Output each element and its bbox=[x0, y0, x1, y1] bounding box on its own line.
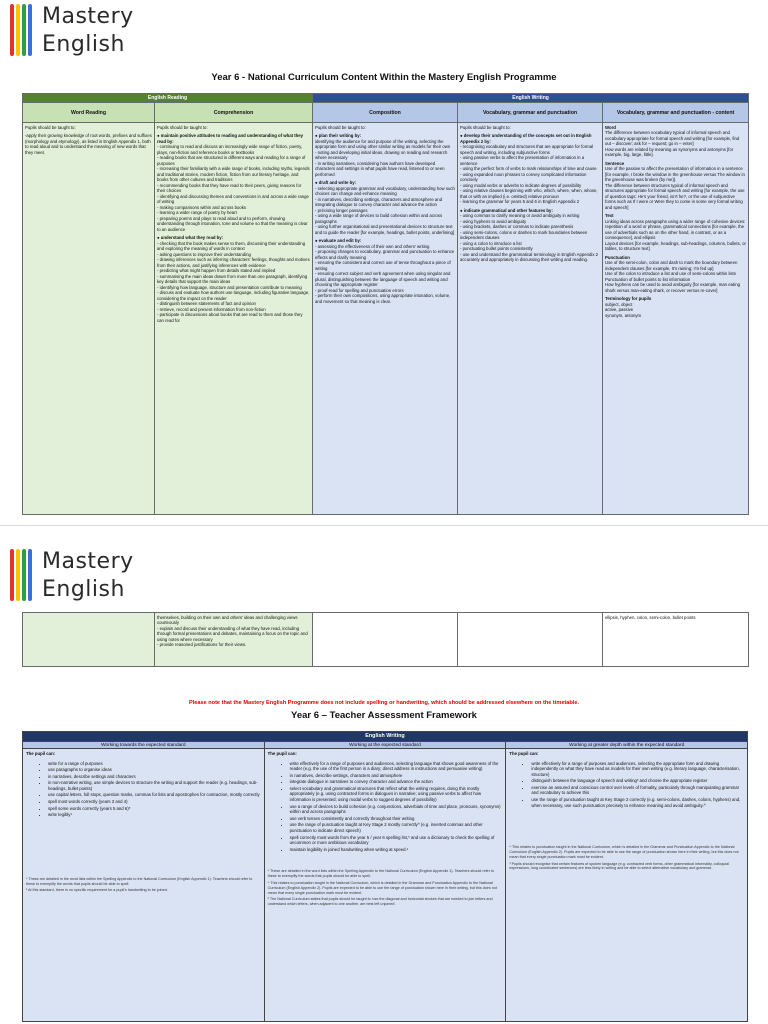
criteria-list bbox=[26, 761, 261, 818]
footnote: ^ This relates to punctuation taught in the National Curriculum, which is detailed in the Grammar and Punctuation Appendix to the National Curriculum (English Appendix 2). Pupils are expected to be able to use the range of punctuation shown here in their writing, but this does not mean that every single punctuation mark must be evident. bbox=[509, 845, 739, 859]
footnotes bbox=[268, 869, 503, 907]
col-working-towards: Working towards the expected standard bbox=[23, 741, 265, 748]
text-line: - identifying and discussing themes and conventions in and across a wide range of writing bbox=[157, 193, 309, 205]
text-line: - distinguish between statements of fact and opinion bbox=[157, 301, 256, 307]
pupil-can-label: The pupil can: bbox=[267, 751, 297, 756]
expected-column bbox=[265, 748, 507, 1021]
text-line: Text bbox=[605, 213, 614, 219]
text-line: - using expanded noun phrases to convey complicated information concisely bbox=[460, 171, 587, 183]
criteria-item: • spell some words correctly (years 5 and 6)* bbox=[48, 806, 261, 812]
text-line: Pupils should be taught to: bbox=[157, 124, 208, 130]
text-line: Pupils should be taught to: bbox=[25, 124, 76, 130]
text-line: Word bbox=[605, 124, 616, 130]
text-line: ● evaluate and edit by: bbox=[315, 238, 362, 244]
text-line: - ensuring the consistent and correct use of tense throughout a piece of writing bbox=[315, 260, 451, 271]
text-line: - punctuating bullet points consistently bbox=[460, 246, 533, 252]
text-line: - predicting what might happen from details stated and implied bbox=[157, 268, 276, 274]
text-line: - increasing their familiarity with a wide range of books, including myths, legends and traditional stories, modern fiction, fiction from our literary heritage, and books from other cultures and traditions bbox=[157, 166, 310, 183]
cell-vgp-content bbox=[603, 123, 749, 515]
text-line: The difference between structures typical of informal speech and structures appropriate for formal speech and writing [for example, the use of question tags: He's your friend, isn't he?, or the use of subjunctive forms such as If I were or Were they to come in some very formal writing and speech] bbox=[605, 182, 745, 210]
text-line: Layout devices [for example, headings, sub-headings, columns, bullets, or tables, to structure text] bbox=[605, 240, 746, 252]
framework-title: Year 6 – Teacher Assessment Framework bbox=[291, 710, 477, 721]
cell-vgp bbox=[458, 123, 603, 515]
logo-yellow-bar bbox=[16, 4, 20, 56]
criteria-item: • use capital letters, full stops, question marks, commas for lists and apostrophes for contraction, mostly correctly bbox=[48, 792, 261, 798]
text-line: Sentence bbox=[605, 160, 625, 166]
framework-header: English Writing bbox=[23, 732, 747, 741]
text-line: synonym, antonym bbox=[605, 312, 642, 318]
text-line: - in narratives, describing settings, characters and atmosphere and integrating dialogue to convey character and advance the action bbox=[315, 196, 443, 208]
text-line: ● plan their writing by: bbox=[315, 133, 362, 139]
text-line: - participate in discussions about books that are read to them and those they can read for bbox=[157, 312, 303, 323]
cell-composition-cont bbox=[313, 613, 458, 667]
text-line: ● maintain positive attitudes to reading and understanding of what they read by: bbox=[157, 133, 304, 144]
text-line: - using the perfect form of verbs to mark relationships of time and cause bbox=[460, 166, 597, 172]
text-line: - using hyphens to avoid ambiguity bbox=[460, 218, 527, 224]
logo-word-2: English bbox=[42, 32, 125, 57]
text-line: - checking that the book makes sense to them, discussing their understanding and exploring the meaning of words in context bbox=[157, 240, 306, 252]
criteria-item: • exercise an assured and conscious control over levels of formality, particularly through manipulating grammar and vocabulary to achieve this bbox=[531, 785, 744, 796]
col-vgp-content: Vocabulary, grammar and punctuation - content bbox=[603, 103, 749, 123]
spelling-handwriting-note: Please note that the Mastery English Programme does not include spelling or handwriting, which should be addressed elsewhere on the timetable. bbox=[188, 700, 580, 706]
text-line: - retrieve, record and present information from non-fiction bbox=[157, 306, 266, 312]
text-line: - using a colon to introduce a list bbox=[460, 240, 522, 246]
cell-vgp-cont bbox=[458, 613, 603, 667]
col-greater-depth: Working at greater depth within the expected standard bbox=[506, 741, 747, 748]
greater-depth-column bbox=[506, 748, 747, 1021]
assessment-framework bbox=[22, 731, 748, 1022]
text-line: ● develop their understanding of the concepts set out in English Appendix 2 by: bbox=[460, 133, 592, 144]
text-line: - ensuring correct subject and verb agreement when using singular and plural, distinguishing between the language of speech and writing and choosing the appropriate register bbox=[315, 271, 451, 288]
cell-word-reading bbox=[23, 123, 155, 515]
text-line: - drawing inferences such as inferring characters' feelings, thoughts and motives from their actions, and justifying inferences with evidence bbox=[157, 257, 310, 268]
text-line: - using a wide range of devices to build cohesion within and across paragraphs bbox=[315, 213, 443, 224]
col-comprehension: Comprehension bbox=[155, 103, 313, 123]
text-line: - proof-read for spelling and punctuation errors bbox=[315, 287, 404, 293]
text-line: ● draft and write by: bbox=[315, 180, 357, 186]
footnote: * These are detailed in the word lists within the Spelling Appendix to the National Curriculum (English Appendix 1). Teachers should refer to these to exemplify the words that pupils should be able to spell. bbox=[267, 869, 495, 879]
text-line: - making comparisons within and across books bbox=[157, 204, 247, 210]
criteria-item: • distinguish between the language of speech and writing³ and choose the appropriate register bbox=[531, 778, 744, 784]
text-line: - using further organisational and presentational devices to structure text and to guide the reader [for example, headings, bullet points, underlining] bbox=[315, 224, 455, 235]
footnote: ¹ At this standard, there is no specific requirement for a pupil's handwriting to be joined. bbox=[26, 888, 168, 893]
logo-yellow-bar bbox=[16, 549, 20, 601]
text-line: - learning the grammar for years 5 and 6 in English Appendix 2 bbox=[460, 199, 580, 205]
criteria-item: • maintain legibility in joined handwriting when writing at speed.² bbox=[290, 847, 503, 853]
col-vgp: Vocabulary, grammar and punctuation bbox=[458, 103, 603, 123]
criteria-list bbox=[509, 761, 744, 809]
text-line: Punctuation of bullet points to list information bbox=[605, 276, 691, 282]
text-line: active, passive bbox=[605, 307, 634, 313]
logo-green-bar bbox=[22, 4, 26, 56]
logo-word-1: Mastery bbox=[42, 4, 134, 29]
logo-green-bar bbox=[22, 549, 26, 601]
logo-red-bar bbox=[10, 549, 14, 601]
footnotes bbox=[26, 877, 261, 893]
text-line: - précising longer passages bbox=[315, 207, 368, 213]
text-line: - learning a wider range of poetry by heart bbox=[157, 210, 237, 216]
curriculum-title: Year 6 - National Curriculum Content Within the Mastery English Programme bbox=[211, 72, 557, 83]
criteria-list bbox=[268, 761, 503, 853]
text-line: - in writing narratives, considering how authors have developed characters and settings in what pupils have read, listened to or seen performed bbox=[315, 160, 445, 177]
text-line: - proposing changes to vocabulary, grammar and punctuation to enhance effects and clarify meaning bbox=[315, 249, 455, 260]
text-line: - recognising vocabulary and structures that are appropriate for formal speech and writing, including subjunctive forms bbox=[460, 144, 594, 155]
text-line: - using passive verbs to affect the presentation of information in a sentence bbox=[460, 155, 585, 166]
framework-body bbox=[23, 748, 747, 1021]
criteria-item: • in narratives, describe settings and characters bbox=[48, 774, 261, 780]
text-line: - selecting appropriate grammar and vocabulary, understanding how such choices can change and enhance meaning bbox=[315, 185, 455, 197]
criteria-item: • use the range of punctuation taught at Key Stage 2 mostly correctly^ (e.g. inverted commas and other punctuation to indicate direct speech) bbox=[290, 822, 503, 833]
mastery-english-logo-2 bbox=[6, 545, 146, 605]
criteria-item: • use paragraphs to organise ideas bbox=[48, 767, 261, 773]
col-expected: Working at the expected standard bbox=[265, 741, 507, 748]
text-line: - reading books that are structured in different ways and reading for a range of purposes bbox=[157, 155, 306, 166]
text-line: - asking questions to improve their understanding bbox=[157, 251, 251, 257]
terminology-cont: ellipsis, hyphen, colon, semi-colon, bullet points bbox=[605, 614, 696, 620]
text-line: ● understand what they read by: bbox=[157, 235, 224, 241]
mastery-english-logo bbox=[6, 0, 146, 60]
text-line: Pupils should be taught to: bbox=[315, 124, 366, 130]
text-line: - identifying how language, structure and presentation contribute to meaning bbox=[157, 284, 302, 290]
logo-word-1: Mastery bbox=[42, 549, 134, 574]
text-line: The difference between vocabulary typical of informal speech and vocabulary appropriate for formal speech and writing [for example, find out – discover; ask for – request; go in – enter] bbox=[605, 130, 740, 147]
cell-composition bbox=[313, 123, 458, 515]
text-line: identifying the audience for and purpose of the writing, selecting the appropriate form and using other similar writing as models for their own bbox=[315, 138, 451, 150]
cell-vgp-content-cont bbox=[603, 613, 749, 667]
criteria-item: • write effectively for a range of purposes and audiences, selecting the appropriate form and drawing independently on what they have read as models for their own writing (e.g. literary language, characterisation, structure) bbox=[531, 761, 744, 778]
text-line: - use and understand the grammatical terminology in English Appendix 2 accurately and appropriately in discussing their writing and reading. bbox=[460, 251, 599, 263]
logo-red-bar bbox=[10, 4, 14, 56]
text-line: Terminology for pupils bbox=[605, 296, 652, 302]
working-towards-column bbox=[23, 748, 265, 1021]
criteria-item: • write legibly¹ bbox=[48, 812, 261, 818]
criteria-item: • select vocabulary and grammatical structures that reflect what the writing requires, doing this mostly appropriately (e.g. using contracted forms in dialogues in narrative; using passive verbs to affect how information is presented; using modal verbs to suggest degrees of possibility) bbox=[290, 786, 503, 803]
cell-comprehension-cont bbox=[155, 613, 313, 667]
text-line: subject, object bbox=[605, 301, 633, 307]
header-english-reading: English Reading bbox=[23, 94, 313, 103]
criteria-item: • spell correctly most words from the year 5 / year 6 spelling list,* and use a dictionary to check the spelling of uncommon or more ambitious vocabulary bbox=[290, 835, 503, 846]
text-line: Use of the passive to affect the presentation of information in a sentence [for example, I broke the window in the greenhouse versus The window in the greenhouse was broken (by me)]. bbox=[605, 166, 745, 183]
text-line: Punctuation bbox=[605, 254, 630, 260]
text-line: ● indicate grammatical and other features by: bbox=[460, 207, 553, 213]
text-line: - using modal verbs or adverbs to indicate degrees of possibility bbox=[460, 182, 582, 188]
text-line: - using semi-colons, colons or dashes to mark boundaries between independent clauses bbox=[460, 229, 588, 241]
criteria-item: • use a range of devices to build cohesion (e.g. conjunctions, adverbials of time and place, pronouns, synonyms) within and across paragraphs bbox=[290, 804, 503, 815]
text-line: - provide reasoned justifications for their views. bbox=[157, 642, 247, 647]
col-word-reading: Word Reading bbox=[23, 103, 155, 123]
text-line: Use of the semi-colon, colon and dash to mark the boundary between independent clauses [for example, It's raining; I'm fed up] bbox=[605, 260, 738, 271]
text-line: - using commas to clarify meaning or avoid ambiguity in writing bbox=[460, 213, 580, 219]
text-line: Pupils should be taught to: bbox=[460, 124, 511, 130]
text-line: Linking ideas across paragraphs using a wider range of cohesive devices: repetition of a word or phrase, grammatical connections [for example, the use of adverbials such as on the other hand, in contrast, or as a consequence], and ellipsis bbox=[605, 218, 746, 241]
text-line: - explain and discuss their understanding of what they have read, including through formal presentations and debates, maintaining a focus on the topic and using notes where necessary bbox=[157, 625, 308, 642]
text-line: - using relative clauses beginning with who, which, where, when, whose, that or with an implied (i.e. omitted) relative pronoun bbox=[460, 188, 598, 199]
logo-blue-bar bbox=[28, 549, 32, 601]
text-line: - using brackets, dashes or commas to indicate parenthesis bbox=[460, 224, 574, 230]
curriculum-table bbox=[22, 93, 749, 515]
pupil-can-label: The pupil can: bbox=[509, 751, 539, 756]
logo-word-2: English bbox=[42, 577, 125, 602]
text-line: themselves, building on their own and others' ideas and challenging views courteously bbox=[157, 614, 298, 625]
header-english-writing: English Writing bbox=[313, 94, 749, 103]
criteria-item: • write for a range of purposes bbox=[48, 761, 261, 767]
criteria-item: • in narratives, describe settings, characters and atmosphere bbox=[290, 773, 503, 779]
text-line: - preparing poems and plays to read aloud and to perform, showing understanding through intonation, tone and volume so that the meaning is clear to an audience bbox=[157, 215, 308, 232]
page-separator bbox=[0, 525, 768, 526]
text-line: - discuss and evaluate how authors use language, including figurative language, considering the impact on the reader bbox=[157, 290, 310, 301]
curriculum-table-continued bbox=[22, 612, 749, 667]
text-line: -apply their growing knowledge of root words, prefixes and suffixes (morphology and etymology), as listed in English Appendix 1, both to read aloud and to understand the meaning of new words that they meet. bbox=[25, 133, 152, 155]
criteria-item: • in non-narrative writing, use simple devices to structure the writing and support the reader (e.g. headings, sub-headings, bullet points) bbox=[48, 780, 261, 791]
footnote: * These are detailed in the word lists within the Spelling Appendix to the National Curriculum (English Appendix 1). Teachers should refer to these to exemplify the words that pupils should be able to spell. bbox=[26, 876, 253, 886]
footnote: ³ Pupils should recognise that certain features of spoken language (e.g. contracted verb forms, other grammatical informality, colloquial expressions, long coordinated sentences) are less likely in writing and be able to select alternative vocabulary and grammar. bbox=[509, 861, 729, 871]
criteria-item: • integrate dialogue in narratives to convey character and advance the action bbox=[290, 779, 503, 785]
text-line: - noting and developing initial ideas, drawing on reading and research where necessary bbox=[315, 149, 448, 161]
text-line: - continuing to read and discuss an increasingly wide range of fiction, poetry, plays, non-fiction and reference books or textbooks bbox=[157, 144, 303, 155]
pupil-can-label: The pupil can: bbox=[26, 751, 56, 756]
cell-word-reading-cont bbox=[23, 613, 155, 667]
col-composition: Composition bbox=[313, 103, 458, 123]
criteria-item: • write effectively for a range of purposes and audiences, selecting language that shows good awareness of the reader (e.g. the use of the first person in a diary; direct address in instructions and persuasive writing) bbox=[290, 761, 503, 772]
text-line: - summarising the main ideas drawn from more than one paragraph, identifying key details that support the main ideas bbox=[157, 273, 308, 285]
text-line: How hyphens can be used to avoid ambiguity [for example, man eating shark versus man-eating shark, or recover versus re-cover] bbox=[605, 282, 740, 293]
logo-blue-bar bbox=[28, 4, 32, 56]
text-line: - assessing the effectiveness of their own and others' writing bbox=[315, 243, 430, 249]
criteria-item: • use the range of punctuation taught at Key Stage 2 correctly (e.g. semi-colons, dashes, colons, hyphens) and, when necessary, use such punctuation precisely to enhance meaning and avoid ambiguity.^ bbox=[531, 797, 744, 808]
text-line: How words are related by meaning as synonyms and antonyms [for example, big, large, little]. bbox=[605, 146, 734, 158]
criteria-item: • use verb tenses consistently and correctly throughout their writing bbox=[290, 816, 503, 822]
footnote: ² The National Curriculum states that pupils should be taught to 'use the diagonal and horizontal strokes that are needed to join letters and understand which letters, when adjacent to one another, are best left unjoined'. bbox=[267, 897, 493, 907]
criteria-item: • spell most words correctly (years 3 and 4) bbox=[48, 799, 261, 805]
text-line: Use of the colon to introduce a list and use of semi-colons within lists bbox=[605, 271, 736, 277]
framework-column-headers bbox=[23, 741, 747, 748]
footnote: ^ This relates to punctuation taught in the National Curriculum, which is detailed in the Grammar and Punctuation Appendix to the National Curriculum (English Appendix 2). Pupils are expected to be able to use the range of punctuation shown here in their writing, but this does not mean that every single punctuation mark must be evident. bbox=[267, 880, 497, 895]
text-line: - perform their own compositions, using appropriate intonation, volume, and movement so that meaning is clear. bbox=[315, 293, 451, 304]
text-line: - recommending books that they have read to their peers, giving reasons for their choices bbox=[157, 182, 302, 194]
footnotes bbox=[509, 845, 744, 871]
cell-comprehension bbox=[155, 123, 313, 515]
